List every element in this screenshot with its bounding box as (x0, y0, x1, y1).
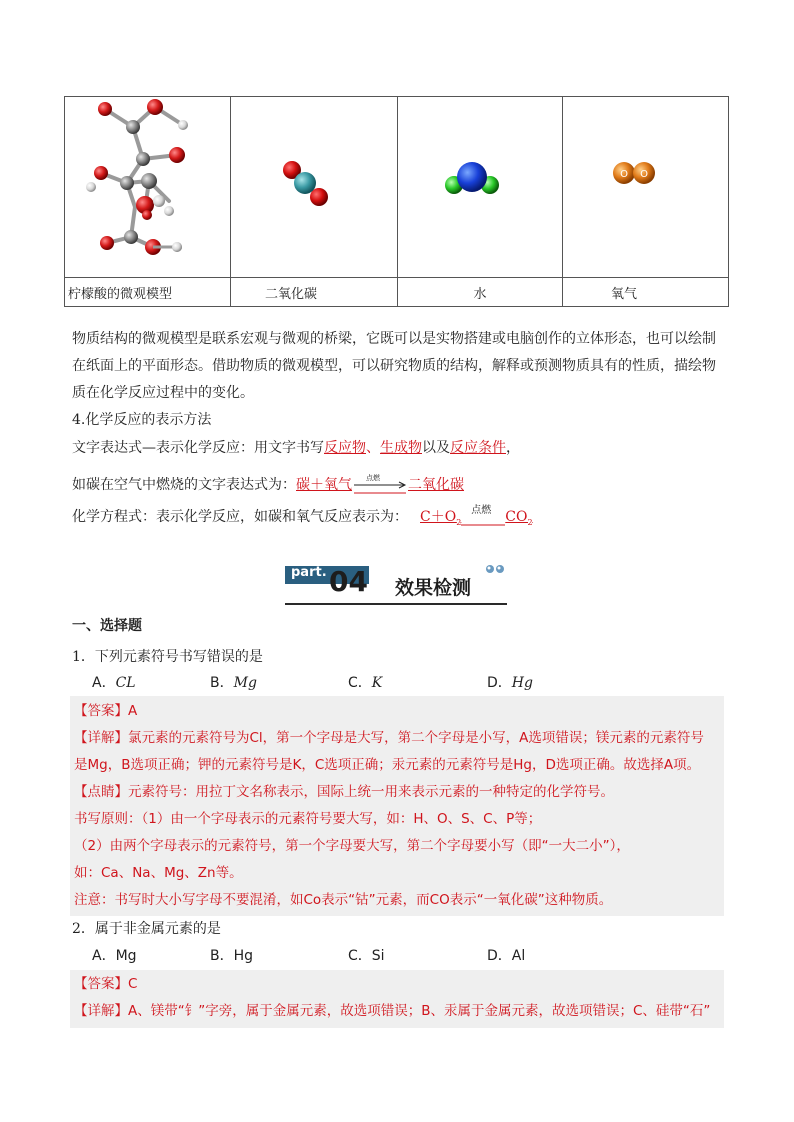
oxygen-model-image (563, 97, 729, 273)
option-letter: A． (92, 675, 116, 691)
equation-right-sub: 2 (527, 517, 533, 527)
word-expr-product: 生成物 (380, 440, 422, 456)
word-expr-end: ， (506, 440, 520, 456)
q2-option-d (487, 945, 525, 965)
q1-detail-line: 【详解】氯元素的元素符号为Cl，第一个字母是大写，第二个字母是小写，A选项错误；镁元素的元素符号 (74, 730, 704, 746)
reaction-arrow (352, 476, 408, 494)
question-2-stem: 2．属于非金属元素的是 (72, 921, 221, 937)
co2-model-image (231, 97, 398, 273)
word-expr-sep: 以及 (422, 440, 450, 456)
word-expr-condition: 反应条件 (450, 440, 506, 456)
q1-tip-line: （2）由两个字母表示的元素符号，第一个字母要大写，第二个字母要小写（即“一大二小”）， (74, 838, 630, 854)
equation-left (408, 509, 461, 525)
section-title: 一、选择题 (72, 618, 142, 634)
option-value: Hg (233, 948, 254, 964)
word-expr-sep: 、 (366, 440, 380, 456)
intro-line: 物质结构的微观模型是联系宏观与微观的桥梁，它既可以是实物搭建或电脑创作的立体形态，也可以绘制 (72, 331, 716, 347)
part-label: part. (291, 565, 327, 580)
oxygen-atom-label: O (640, 169, 648, 180)
option-letter: D． (487, 948, 512, 964)
option-letter: D． (487, 675, 512, 691)
q2-option-b (210, 945, 253, 965)
q2-option-c (348, 945, 385, 965)
option-value: Mg (233, 675, 257, 691)
option-value: Hg (511, 675, 533, 691)
banner-underline (285, 603, 507, 605)
intro-line: 质在化学反应过程中的变化。 (72, 385, 254, 401)
water-model-cell (398, 97, 563, 278)
arrow-icon (352, 476, 408, 494)
molecule-model-table (64, 96, 729, 307)
q1-tip-line: 【点睛】元素符号：用拉丁文名称表示，国际上统一用来表示元素的一种特定的化学符号。 (74, 784, 614, 800)
q2-option-a (92, 945, 137, 965)
citric-acid-model-cell (65, 97, 231, 278)
equation-prefix: 化学方程式：表示化学反应，如碳和氧气反应表示为： (72, 509, 408, 525)
q1-tip-line: 注意：书写时大小写字母不要混淆，如Co表示“钴”元素，而CO表示“一氧化碳”这种物质。 (74, 892, 613, 908)
q1-detail-line: 是Mg，B选项正确；钾的元素符号是K，C选项正确；汞元素的元素符号是Hg，D选项正确。故选择A项。 (74, 757, 701, 773)
co2-model-cell (231, 97, 398, 278)
equation-right-text: CO (505, 509, 528, 525)
question-1-stem: 1．下列元素符号书写错误的是 (72, 649, 263, 665)
caption-oxygen: 氧气 (563, 278, 729, 307)
equation-left-sub: 2 (456, 517, 462, 527)
q2-answer: 【答案】C (74, 976, 138, 992)
caption-water: 水 (398, 278, 563, 307)
option-value: CL (115, 675, 136, 691)
q1-tip-line: 如：Ca、Na、Mg、Zn等。 (74, 865, 243, 881)
option-value: Al (511, 948, 526, 964)
caption-citric-acid: 柠檬酸的微观模型 (65, 278, 231, 307)
q1-tip-line: 书写原则：（1）由一个字母表示的元素符号要大写，如：H、O、S、C、P等； (74, 811, 542, 827)
equation-right (505, 509, 540, 525)
option-letter: A． (92, 948, 116, 964)
part-banner (285, 563, 507, 607)
word-expression-line (72, 439, 520, 457)
section-heading: 4.化学反应的表示方法 (72, 412, 212, 428)
word-expr-prefix: 文字表达式—表示化学反应：用文字书写 (72, 440, 324, 456)
option-letter: C． (348, 675, 372, 691)
equation-condition-label: 点燃 (471, 505, 492, 516)
word-example-line (72, 476, 464, 494)
equation-condition (461, 505, 505, 526)
water-model-image (398, 97, 563, 273)
q1-option-a (92, 672, 136, 692)
q2-detail-line: 【详解】A、镁带“钅”字旁，属于金属元素，故选项错误；B、汞属于金属元素，故选项错误；C、硅带“石” (74, 1003, 711, 1019)
equation-line (72, 505, 541, 532)
option-value: Si (371, 948, 385, 964)
option-letter: B． (210, 675, 234, 691)
q1-option-b (210, 672, 257, 692)
bubbles-icon (485, 563, 507, 575)
q1-answer: 【答案】A (74, 703, 138, 719)
q1-option-c (348, 672, 382, 692)
oxygen-model-cell (563, 97, 729, 278)
caption-co2: 二氧化碳 (231, 278, 398, 307)
option-letter: B． (210, 948, 234, 964)
part-number: 04 (329, 565, 368, 598)
example-prefix: 如碳在空气中燃烧的文字表达式为： (72, 477, 296, 493)
part-title: 效果检测 (395, 577, 472, 599)
q1-option-d (487, 672, 533, 692)
option-letter: C． (348, 948, 372, 964)
equation-rule-icon (461, 508, 505, 526)
word-expr-reactant: 反应物 (324, 440, 366, 456)
example-right: 二氧化碳 (408, 477, 464, 493)
option-value: K (371, 675, 383, 691)
oxygen-atom-label: O (620, 169, 628, 180)
arrow-label: 点燃 (366, 474, 380, 482)
option-value: Mg (115, 948, 137, 964)
equation-left-text: C＋O (420, 509, 457, 525)
intro-line: 在纸面上的平面形态。借助物质的微观模型，可以研究物质的结构，解释或预测物质具有的性质，描绘物 (72, 358, 716, 374)
example-left: 碳＋氧气 (296, 477, 352, 493)
citric-acid-model-image (65, 97, 231, 273)
intro-paragraph (72, 326, 728, 407)
